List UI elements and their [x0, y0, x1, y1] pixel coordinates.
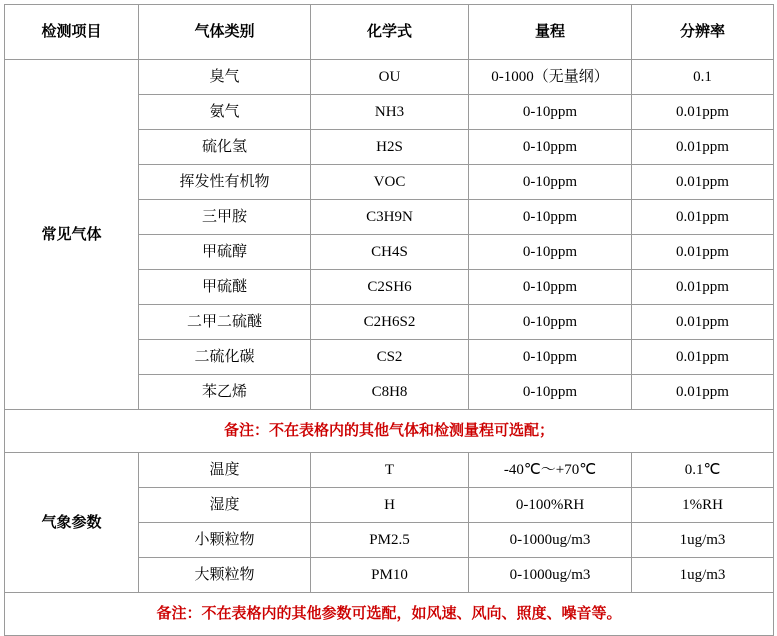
cell-formula: C2SH6: [311, 270, 469, 305]
header-cell-item: 检测项目: [5, 5, 139, 60]
cell-formula: PM10: [311, 558, 469, 593]
cell-category: 温度: [139, 453, 311, 488]
cell-range: 0-1000ug/m3: [469, 558, 632, 593]
cell-resolution: 0.01ppm: [632, 235, 774, 270]
cell-category: 二甲二硫醚: [139, 305, 311, 340]
cell-formula: NH3: [311, 95, 469, 130]
cell-category: 挥发性有机物: [139, 165, 311, 200]
table-row: [5, 60, 774, 95]
cell-range: -40℃～+70℃: [469, 453, 632, 488]
cell-formula: H2S: [311, 130, 469, 165]
header-cell-gas-category: 气体类别: [139, 5, 311, 60]
cell-formula: C2H6S2: [311, 305, 469, 340]
cell-formula: VOC: [311, 165, 469, 200]
cell-category: 臭气: [139, 60, 311, 95]
table-row: [5, 453, 774, 488]
note-weather-params: 备注：不在表格内的其他参数可选配，如风速、风向、照度、噪音等。: [5, 593, 774, 636]
cell-formula: PM2.5: [311, 523, 469, 558]
cell-category: 大颗粒物: [139, 558, 311, 593]
note-common-gases: 备注：不在表格内的其他气体和检测量程可选配；: [5, 410, 774, 453]
cell-category: 湿度: [139, 488, 311, 523]
cell-category: 二硫化碳: [139, 340, 311, 375]
cell-category: 甲硫醚: [139, 270, 311, 305]
cell-resolution: 0.01ppm: [632, 340, 774, 375]
cell-resolution: 0.01ppm: [632, 165, 774, 200]
cell-range: 0-10ppm: [469, 95, 632, 130]
cell-formula: C8H8: [311, 375, 469, 410]
cell-category: 三甲胺: [139, 200, 311, 235]
header-cell-range: 量程: [469, 5, 632, 60]
gas-detection-spec-table: [4, 4, 774, 636]
table-row-note: [5, 410, 774, 453]
cell-resolution: 0.01ppm: [632, 130, 774, 165]
cell-formula: OU: [311, 60, 469, 95]
cell-resolution: 0.01ppm: [632, 270, 774, 305]
cell-formula: CH4S: [311, 235, 469, 270]
cell-formula: CS2: [311, 340, 469, 375]
cell-resolution: 0.01ppm: [632, 375, 774, 410]
header-cell-formula: 化学式: [311, 5, 469, 60]
header-cell-resolution: 分辨率: [632, 5, 774, 60]
group-label-weather-params: 气象参数: [5, 453, 139, 593]
cell-range: 0-1000ug/m3: [469, 523, 632, 558]
cell-range: 0-10ppm: [469, 130, 632, 165]
cell-range: 0-10ppm: [469, 305, 632, 340]
table-header-row: [5, 5, 774, 60]
cell-resolution: 0.01ppm: [632, 200, 774, 235]
cell-resolution: 0.01ppm: [632, 305, 774, 340]
cell-resolution: 0.01ppm: [632, 95, 774, 130]
cell-range: 0-10ppm: [469, 235, 632, 270]
cell-category: 甲硫醇: [139, 235, 311, 270]
cell-range: 0-1000（无量纲）: [469, 60, 632, 95]
cell-resolution: 1ug/m3: [632, 523, 774, 558]
cell-range: 0-10ppm: [469, 165, 632, 200]
cell-category: 小颗粒物: [139, 523, 311, 558]
group-label-common-gases: 常见气体: [5, 60, 139, 410]
cell-range: 0-10ppm: [469, 270, 632, 305]
cell-category: 硫化氢: [139, 130, 311, 165]
cell-range: 0-10ppm: [469, 200, 632, 235]
cell-formula: C3H9N: [311, 200, 469, 235]
cell-category: 苯乙烯: [139, 375, 311, 410]
cell-range: 0-10ppm: [469, 340, 632, 375]
cell-range: 0-100%RH: [469, 488, 632, 523]
cell-resolution: 1%RH: [632, 488, 774, 523]
table-row-note: [5, 593, 774, 636]
cell-range: 0-10ppm: [469, 375, 632, 410]
cell-resolution: 1ug/m3: [632, 558, 774, 593]
cell-formula: T: [311, 453, 469, 488]
cell-category: 氨气: [139, 95, 311, 130]
cell-resolution: 0.1℃: [632, 453, 774, 488]
cell-resolution: 0.1: [632, 60, 774, 95]
cell-formula: H: [311, 488, 469, 523]
